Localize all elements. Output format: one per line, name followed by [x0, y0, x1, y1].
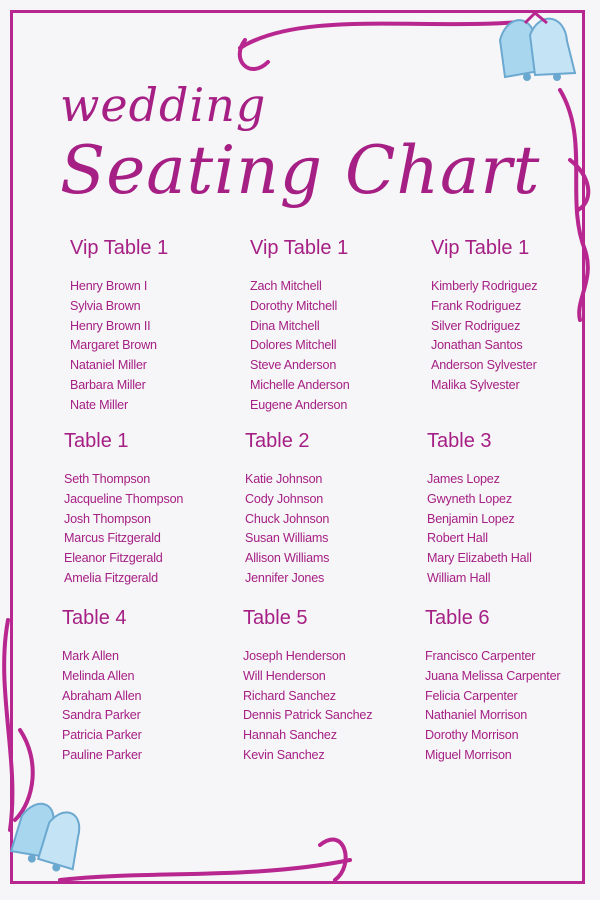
- guest-name: Robert Hall: [427, 531, 488, 546]
- guest-name: Henry Brown I: [70, 279, 148, 293]
- guest-name: Dina Mitchell: [250, 318, 320, 333]
- page-title: Seating Chart: [60, 132, 541, 209]
- table-heading: Vip Table 1: [70, 237, 169, 259]
- guest-name: Felicia Carpenter: [425, 688, 518, 703]
- guest-name: Zach Mitchell: [250, 279, 322, 293]
- table-section-3: [427, 430, 597, 589]
- guest-name: Jonathan Santos: [431, 338, 523, 353]
- guest-list: [427, 470, 597, 589]
- guest-name: Miguel Morrison: [425, 747, 512, 762]
- table-heading: Vip Table 1: [250, 237, 349, 259]
- guest-name: Dennis Patrick Sanchez: [243, 708, 373, 723]
- guest-list: [250, 277, 420, 416]
- guest-name: Dorothy Mitchell: [250, 298, 338, 313]
- guest-name: Eugene Anderson: [250, 397, 348, 412]
- guest-name: Benjamin Lopez: [427, 511, 515, 526]
- guest-name: Dorothy Morrison: [425, 728, 519, 743]
- guest-list: [243, 647, 413, 766]
- guest-name: Will Henderson: [243, 668, 326, 683]
- guest-name: Nate Miller: [70, 397, 128, 412]
- guest-name: Steve Anderson: [250, 358, 337, 373]
- guest-name: Nathaniel Morrison: [425, 708, 528, 723]
- guest-name: Silver Rodriguez: [431, 318, 521, 333]
- guest-name: Jacqueline Thompson: [64, 491, 184, 506]
- table-section-2: [245, 430, 415, 589]
- guest-name: Katie Johnson: [245, 472, 323, 486]
- guest-list: [245, 470, 415, 589]
- table-section-5: [243, 607, 413, 766]
- table-heading: Table 4: [62, 607, 127, 629]
- guest-list: [62, 647, 232, 766]
- guest-name: Seth Thompson: [64, 472, 151, 486]
- guest-name: Melinda Allen: [62, 668, 135, 683]
- guest-name: Kevin Sanchez: [243, 747, 325, 762]
- table-heading: Table 3: [427, 430, 492, 452]
- guest-list: [70, 277, 240, 416]
- guest-name: Sylvia Brown: [70, 298, 141, 313]
- table-section-4: [62, 607, 232, 766]
- table-heading: Vip Table 1: [431, 237, 530, 259]
- guest-name: Nataniel Miller: [70, 358, 147, 373]
- guest-name: James Lopez: [427, 472, 500, 486]
- guest-name: Sandra Parker: [62, 708, 141, 723]
- guest-name: Amelia Fitzgerald: [64, 570, 158, 585]
- guest-name: Barbara Miller: [70, 377, 146, 392]
- guest-name: Gwyneth Lopez: [427, 491, 512, 506]
- table-heading: Table 1: [64, 430, 129, 452]
- guest-name: Malika Sylvester: [431, 377, 520, 392]
- guest-name: Jennifer Jones: [245, 570, 325, 585]
- table-section-1: [64, 430, 234, 589]
- guest-name: Joseph Henderson: [243, 649, 346, 663]
- title-wedding: wedding: [60, 78, 267, 132]
- guest-name: Pauline Parker: [62, 747, 142, 762]
- guest-name: Michelle Anderson: [250, 377, 350, 392]
- guest-name: Hannah Sanchez: [243, 728, 337, 743]
- table-heading: Table 6: [425, 607, 490, 629]
- guest-name: Cody Johnson: [245, 491, 324, 506]
- guest-name: William Hall: [427, 570, 491, 585]
- guest-name: Chuck Johnson: [245, 511, 330, 526]
- guest-list: [425, 647, 595, 766]
- guest-list: [431, 277, 600, 396]
- guest-name: Frank Rodriguez: [431, 298, 522, 313]
- guest-name: Susan Williams: [245, 531, 329, 546]
- table-section-vip-1: [70, 237, 240, 416]
- guest-name: Mark Allen: [62, 649, 119, 663]
- guest-name: Patricia Parker: [62, 728, 142, 743]
- guest-name: Eleanor Fitzgerald: [64, 551, 163, 566]
- guest-name: Margaret Brown: [70, 338, 157, 353]
- table-heading: Table 2: [245, 430, 310, 452]
- guest-name: Juana Melissa Carpenter: [425, 668, 561, 683]
- guest-name: Allison Williams: [245, 551, 330, 566]
- guest-name: Josh Thompson: [64, 511, 151, 526]
- guest-name: Francisco Carpenter: [425, 649, 536, 663]
- guest-name: Mary Elizabeth Hall: [427, 551, 532, 566]
- table-heading: Table 5: [243, 607, 308, 629]
- table-section-vip-2: [250, 237, 420, 416]
- table-section-vip-3: [431, 237, 600, 396]
- guest-list: [64, 470, 234, 589]
- guest-name: Marcus Fitzgerald: [64, 531, 161, 546]
- guest-name: Kimberly Rodriguez: [431, 279, 538, 293]
- table-section-6: [425, 607, 595, 766]
- guest-name: Anderson Sylvester: [431, 358, 537, 373]
- guest-name: Henry Brown II: [70, 318, 151, 333]
- guest-name: Richard Sanchez: [243, 688, 336, 703]
- guest-name: Dolores Mitchell: [250, 338, 337, 353]
- guest-name: Abraham Allen: [62, 688, 142, 703]
